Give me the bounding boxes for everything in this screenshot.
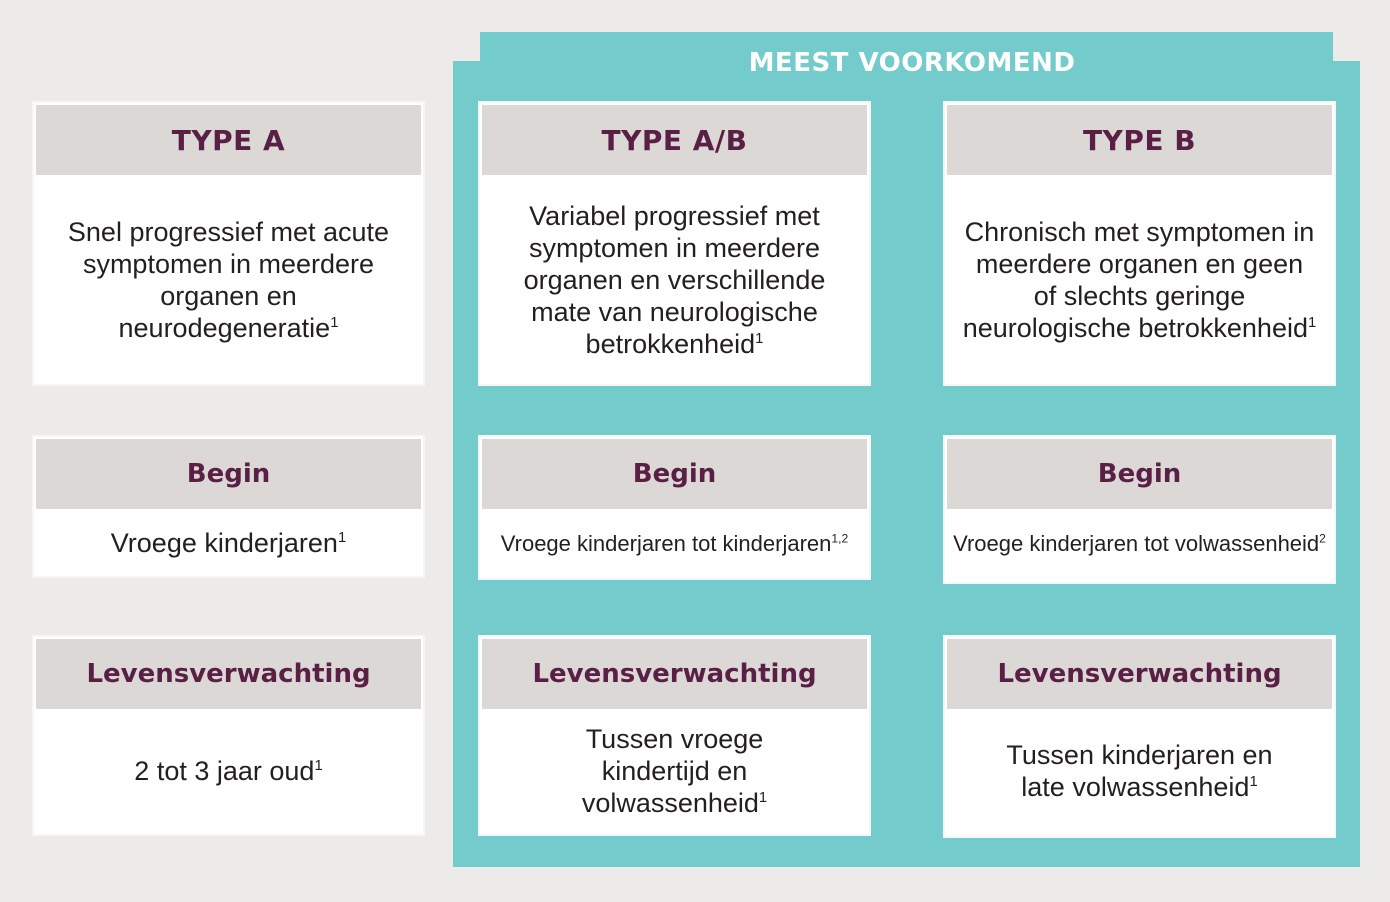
- reference-marker: 1,2: [831, 531, 849, 546]
- reference-marker: 1: [1307, 314, 1317, 331]
- reference-marker: 1: [758, 789, 768, 806]
- type-ab-life: Tussen vroege kindertijd en volwassenheid$^1$: [581, 723, 768, 818]
- reference-marker: 1: [755, 330, 764, 347]
- type-b-life-label: Levensverwachting: [947, 639, 1332, 709]
- type-ab-onset-card: [478, 435, 871, 580]
- type-b-description: Chronisch met symptomen in meerdere organen en geen of slechts geringe neurologische betrokkenheid$^1$: [962, 216, 1317, 343]
- type-a-life: 2 tot 3 jaar oud$^1$: [134, 755, 323, 786]
- reference-marker: 2: [1319, 531, 1326, 546]
- type-ab-life-card: [478, 635, 871, 836]
- type-a-life-label: Levensverwachting: [36, 639, 421, 709]
- type-a-card: [32, 101, 425, 386]
- type-b-card: [943, 101, 1336, 386]
- type-b-onset-card: [943, 435, 1336, 584]
- type-ab-onset-label: Begin: [482, 439, 867, 509]
- type-ab-life-label: Levensverwachting: [482, 639, 867, 709]
- type-ab-title: TYPE A/B: [482, 105, 867, 175]
- type-a-life-card: [32, 635, 425, 836]
- type-a-title: TYPE A: [36, 105, 421, 175]
- reference-marker: 1: [337, 529, 347, 546]
- type-b-life-card: [943, 635, 1336, 838]
- reference-marker: 1: [330, 314, 339, 331]
- reference-marker: 1: [314, 757, 323, 774]
- type-b-onset-label: Begin: [947, 439, 1332, 509]
- type-a-description: Snel progressief met acute symptomen in meerdere organen en neurodegeneratie$^1$: [67, 216, 390, 343]
- type-b-onset: Vroege kinderjaren tot volwassenheid$^2$: [953, 530, 1326, 556]
- type-a-onset-card: [32, 435, 425, 578]
- reference-marker: 1: [1249, 773, 1258, 790]
- type-ab-description: Variabel progressief met symptomen in meerdere organen en verschillende mate van neurologische betrokkenheid$^1$: [523, 200, 826, 359]
- panel-heading: MEEST VOORKOMEND: [748, 48, 1076, 78]
- type-ab-onset: Vroege kinderjaren tot kinderjaren$^{1,2}$: [500, 530, 849, 556]
- type-a-onset: Vroege kinderjaren$^1$: [110, 527, 347, 558]
- type-a-onset-label: Begin: [36, 439, 421, 509]
- type-b-life: Tussen kinderjaren en late volwassenheid$^1$: [1006, 739, 1273, 802]
- type-b-title: TYPE B: [947, 105, 1332, 175]
- type-ab-card: [478, 101, 871, 386]
